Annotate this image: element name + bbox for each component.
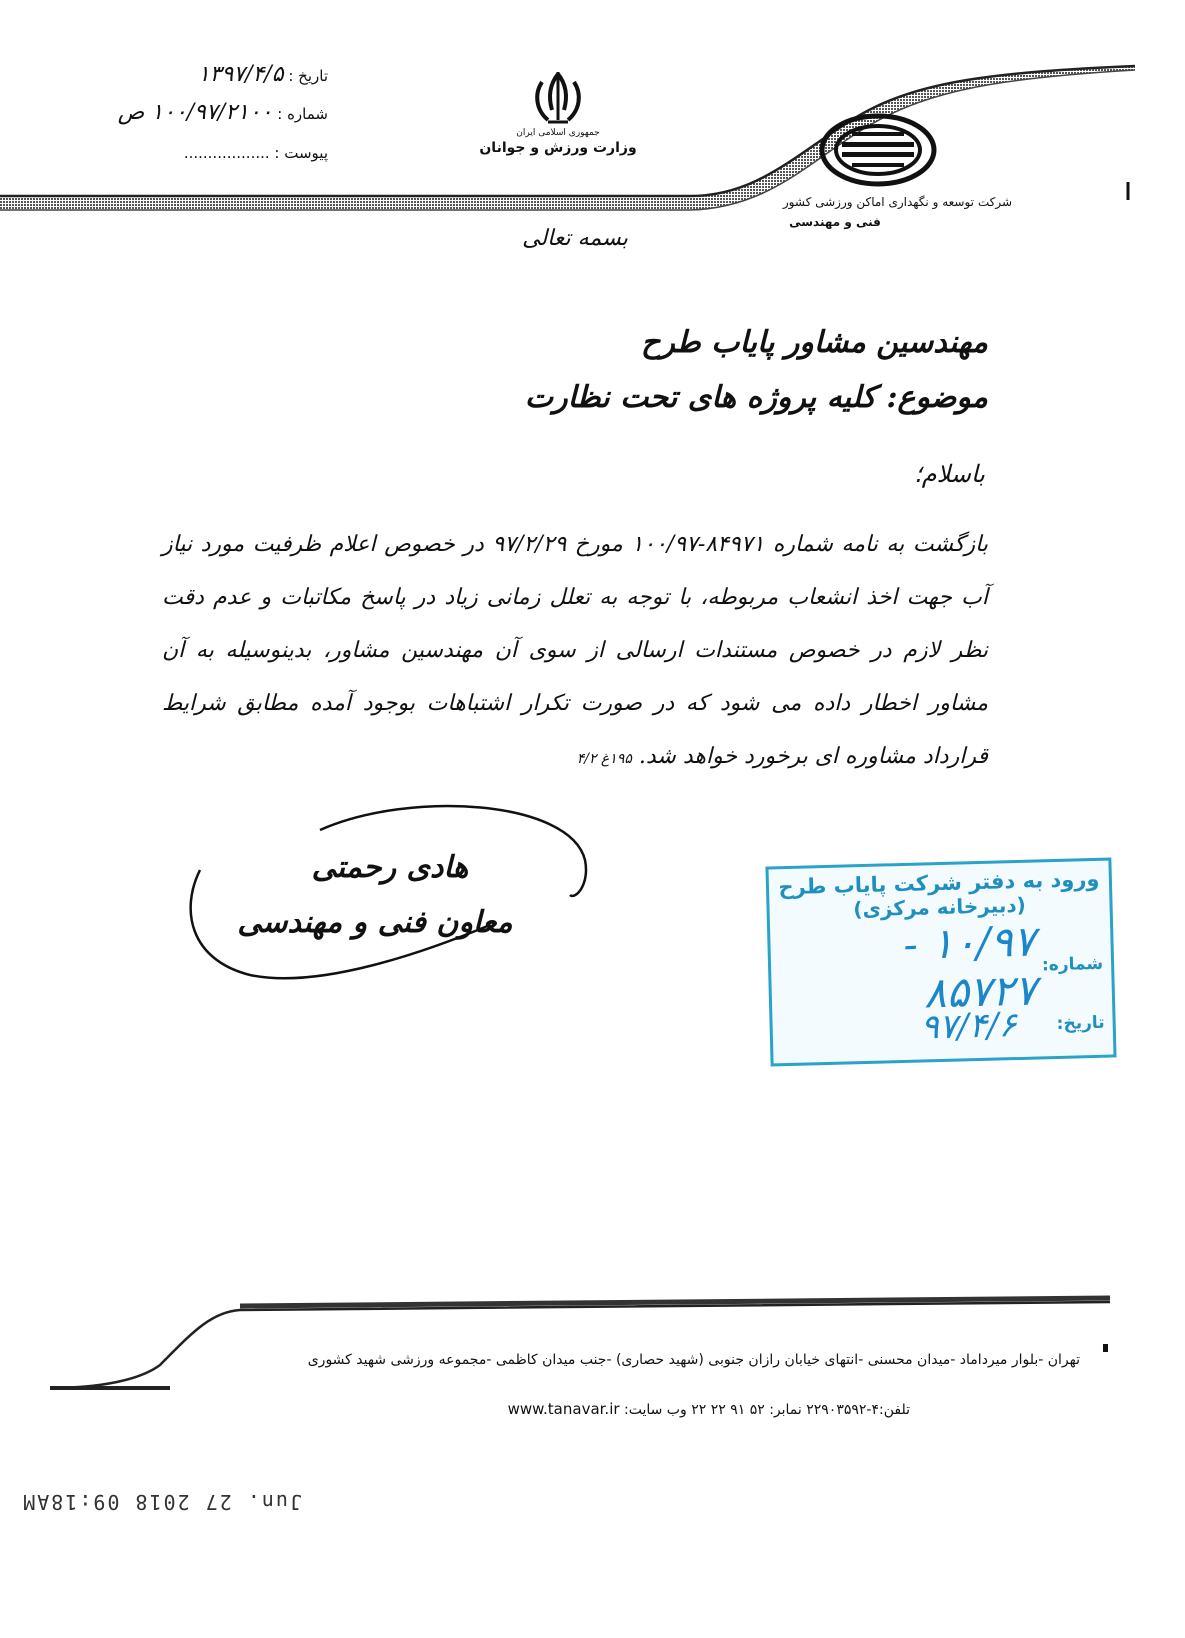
signer-title: معاون فنی و مهندسی	[237, 905, 513, 940]
number-field	[60, 100, 328, 125]
date-label: تاریخ :	[288, 67, 328, 85]
number-value: ۱۰۰/۹۷/۲۱۰۰ ص	[117, 100, 273, 125]
letter-body	[162, 518, 988, 786]
recipient-line: مهندسین مشاور پایاب طرح	[640, 325, 988, 360]
footer-phone: تلفن:۴-۲۲۹۰۳۵۹۲ نمابر: ۵۲ ۹۱ ۲۲ ۲۲ وب سایت:	[624, 1402, 910, 1418]
attachment-field	[100, 144, 328, 162]
number-label: شماره :	[277, 105, 328, 123]
stamp-title: ورود به دفتر شرکت پایاب طرح	[778, 866, 1100, 900]
fax-timestamp: Jun. 27 2018 09:18AM	[21, 1490, 302, 1514]
company-department: فنی و مهندسی	[789, 215, 881, 229]
iran-emblem-icon	[528, 70, 588, 128]
footer-contact	[340, 1400, 910, 1418]
company-logo-icon	[818, 112, 938, 188]
signature-scribble-icon	[170, 790, 600, 990]
stamp-date-value: ۹۷/۴/۶	[920, 1005, 1018, 1048]
ministry-small-label: جمهوری اسلامی ایران	[516, 128, 600, 138]
greeting: باسلام؛	[914, 460, 985, 488]
signer-name: هادی رحمتی	[311, 850, 469, 885]
received-stamp	[765, 858, 1116, 1067]
footer-website: www.tanavar.ir	[507, 1400, 620, 1418]
letter-body-text: بازگشت به نامه شماره ۸۴۹۷۱-۱۰۰/۹۷ مورخ ۹۷/۲/۲۹ در خصوص اعلام ظرفیت مورد نیاز آب جهت اخذ انشعاب مربوطه، با توجه به تعلل زمانی زیاد در پاسخ مکاتبات و عدم دقت نظر لازم در خصوص مستندات ارسالی از سوی آن مهندسین مشاور، بدینوسیله به آن مشاور اخطار داده می شود که در صورت تکرار اشتباهات بوجود آمده مطابق شرایط قرارداد مشاوره ای برخورد خواهد شد.	[162, 532, 988, 769]
letterhead	[0, 0, 1185, 270]
subject-line: موضوع: کلیه پروژه های تحت نظارت	[524, 380, 988, 415]
date-value: ۱۳۹۷/۴/۵	[197, 62, 284, 87]
stamp-date-label: تاریخ:	[1056, 1012, 1105, 1034]
footer-swoosh	[0, 1280, 1185, 1410]
date-field	[60, 62, 328, 87]
attachment-value: ..................	[183, 144, 270, 162]
stamp-number-value: ۱۰/۹۷ - ۸۵۷۲۷	[902, 916, 1038, 1018]
stamp-subtitle: (دبیرخانه مرکزی)	[853, 892, 1027, 922]
handwritten-reference: ۱۹۵غ ۴/۲	[576, 751, 632, 767]
ministry-name: وزارت ورزش و جوانان	[479, 140, 637, 156]
stamp-number-label: شماره:	[1041, 953, 1104, 976]
attachment-label: پیوست :	[274, 144, 328, 162]
basmala: بسمه تعالی	[522, 226, 628, 251]
company-name: شرکت توسعه و نگهداری اماکن ورزشی کشور	[782, 195, 1012, 209]
footer-address: تهران -بلوار میرداماد -میدان محسنی -انتهای خیابان رازان جنوبی (شهید حصاری) -جنب میدان کاظمی -مجموعه ورزشی شهید کشوری	[307, 1352, 1080, 1368]
